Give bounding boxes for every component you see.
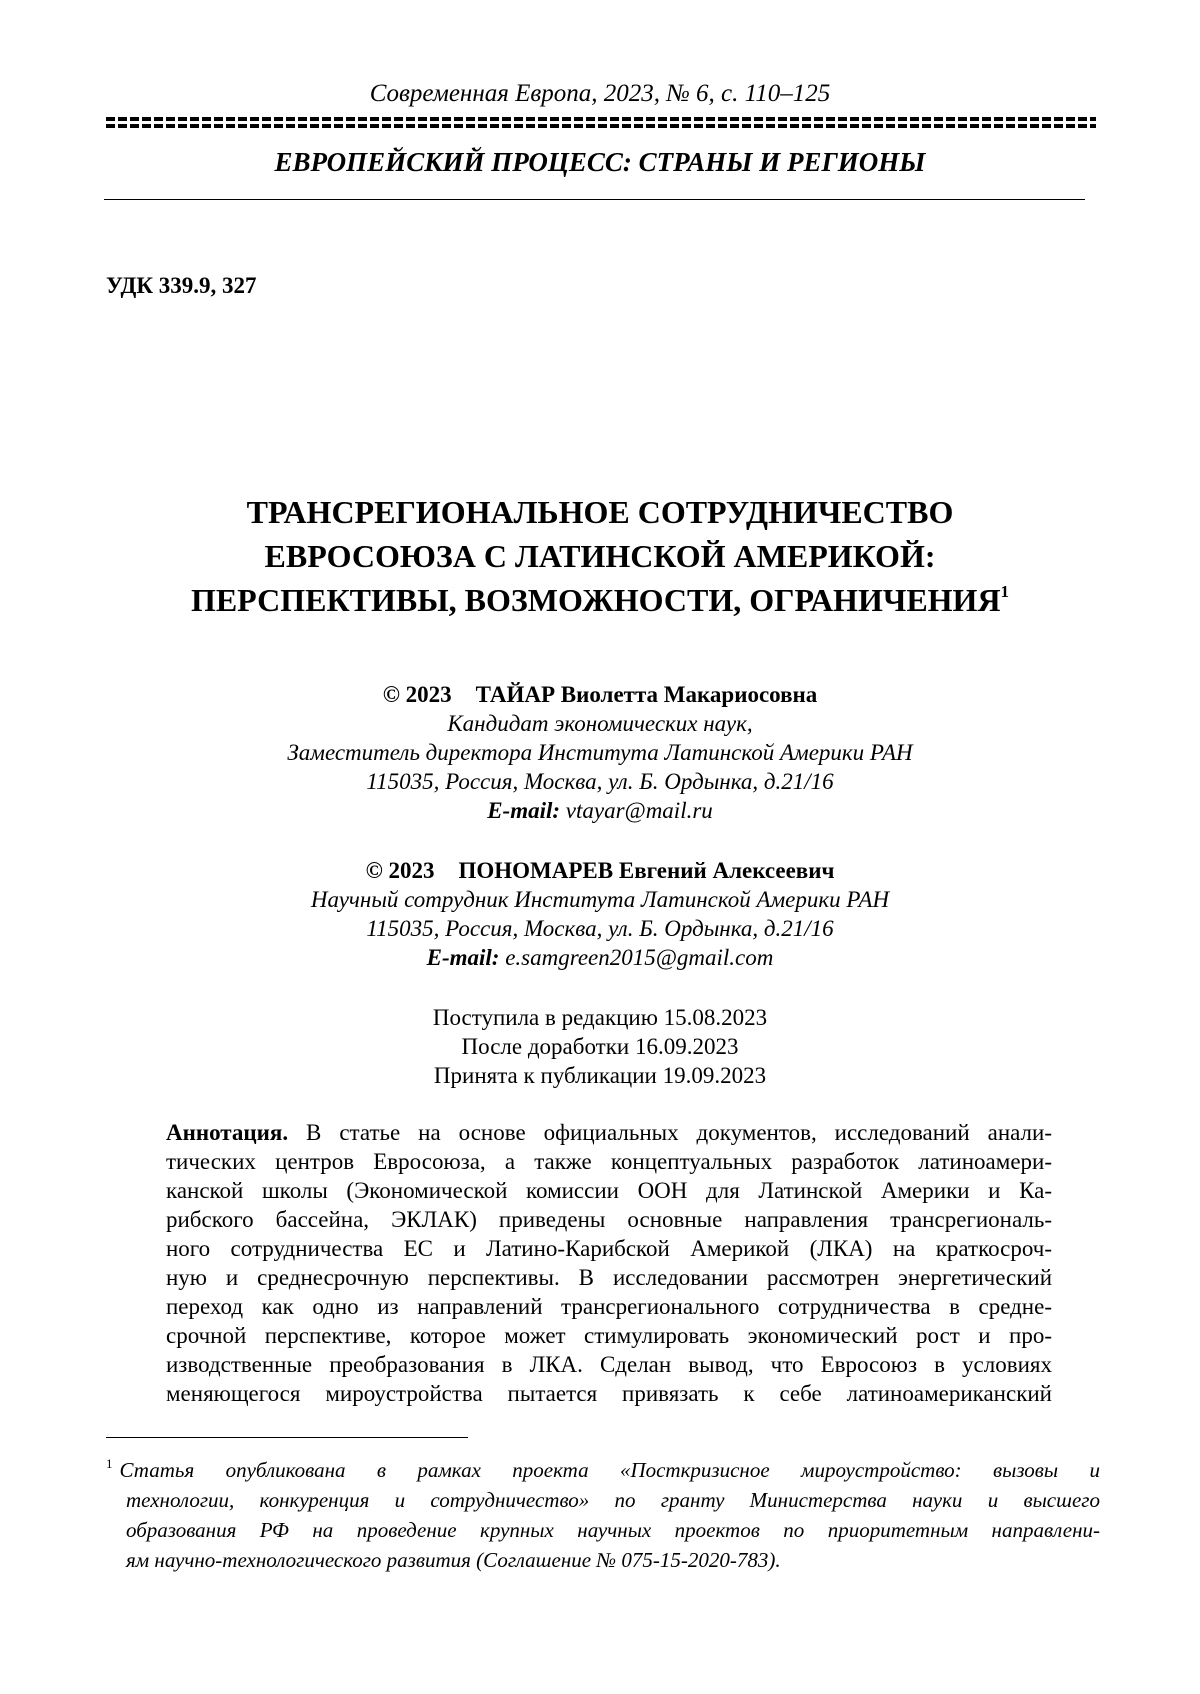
footnote-line xyxy=(106,1455,1100,1485)
udk-code: УДК 339.9, 327 xyxy=(106,273,257,298)
title-footnote-mark: 1 xyxy=(1000,582,1010,601)
footnote-line: ям научно-технологического развития (Соглашение № 075-15-2020-783). xyxy=(126,1548,781,1572)
footnote-line: образования РФ на проведение крупных научных проектов по приоритетным направлени- xyxy=(126,1518,1100,1542)
footnote xyxy=(106,1455,1100,1575)
date-revised: После доработки 16.09.2023 xyxy=(461,1034,739,1059)
section-title: ЕВРОПЕЙСКИЙ ПРОЦЕСС: СТРАНЫ И РЕГИОНЫ xyxy=(274,147,926,177)
author-1-position: Заместитель директора Института Латинской Америки РАН xyxy=(287,740,913,765)
author-2-name: ПОНОМАРЕВ Евгений Алексеевич xyxy=(458,858,835,883)
abstract-line xyxy=(166,1118,1052,1147)
author-1 xyxy=(0,680,1200,825)
abstract-line: изводственные преобразования в ЛКА. Сделан вывод, что Евросоюз в условиях xyxy=(166,1352,1052,1377)
date-accepted: Принята к публикации 19.09.2023 xyxy=(433,1063,767,1088)
author-2-copyright: © 2023 xyxy=(365,858,435,883)
footnote-line-text: Статья опубликована в рамках проекта «Посткризисное мироустройство: вызовы и xyxy=(119,1458,1100,1482)
author-1-address: 115035, Россия, Москва, ул. Б. Ордынка, д.21/16 xyxy=(366,769,834,794)
author-2-position: Научный сотрудник Института Латинской Америки РАН xyxy=(310,887,890,912)
author-1-degree: Кандидат экономических наук, xyxy=(447,711,753,736)
author-1-email-label: E-mail: xyxy=(487,798,561,823)
author-2 xyxy=(0,856,1200,972)
author-2-email-line xyxy=(0,943,1200,972)
header-double-rule xyxy=(106,117,1096,129)
author-1-copyright: © 2023 xyxy=(382,682,452,707)
author-1-name: ТАЙАР Виолетта Макариосовна xyxy=(475,682,818,707)
journal-citation: Современная Европа, 2023, № 6, с. 110–125 xyxy=(369,80,831,107)
footnote-separator xyxy=(106,1437,468,1438)
author-1-email-line xyxy=(0,796,1200,825)
author-2-email[interactable]: e.samgreen2015@gmail.com xyxy=(505,945,774,970)
abstract-line: рибского бассейна, ЭКЛАК) приведены основные направления трансрегиональ- xyxy=(166,1207,1052,1232)
footnote-line: технологии, конкуренция и сотрудничество» по гранту Министерства науки и высшего xyxy=(126,1488,1100,1512)
article-dates xyxy=(0,1003,1200,1090)
abstract-line: ного сотрудничества ЕС и Латино-Карибской Америкой (ЛКА) на краткосроч- xyxy=(166,1236,1052,1261)
article-title xyxy=(0,490,1200,622)
title-line-2: ЕВРОСОЮЗА С ЛАТИНСКОЙ АМЕРИКОЙ: xyxy=(264,538,936,574)
abstract-line: срочной перспективе, которое может стимулировать экономический рост и про- xyxy=(166,1323,1052,1348)
abstract-line: ную и среднесрочную перспективы. В исследовании рассмотрен энергетический xyxy=(166,1265,1052,1290)
abstract-label: Аннотация. xyxy=(166,1120,289,1145)
title-line-3-text: ПЕРСПЕКТИВЫ, ВОЗМОЖНОСТИ, ОГРАНИЧЕНИЯ xyxy=(190,582,1001,618)
header-rule xyxy=(104,199,1085,200)
abstract xyxy=(166,1118,1052,1408)
abstract-line-text: В статье на основе официальных документов, исследований анали- xyxy=(288,1120,1052,1145)
abstract-line: переход как одно из направлений трансрегионального сотрудничества в средне- xyxy=(166,1294,1052,1319)
author-1-email[interactable]: vtayar@mail.ru xyxy=(565,798,713,823)
author-1-heading xyxy=(0,680,1200,709)
title-line-3 xyxy=(0,578,1200,622)
date-received: Поступила в редакцию 15.08.2023 xyxy=(432,1005,768,1030)
abstract-line: тических центров Евросоюза, а также концептуальных разработок латиноамери- xyxy=(166,1149,1052,1174)
title-line-1: ТРАНСРЕГИОНАЛЬНОЕ СОТРУДНИЧЕСТВО xyxy=(246,494,954,530)
author-2-heading xyxy=(0,856,1200,885)
abstract-line: меняющегося мироустройства пытается привязать к себе латиноамериканский xyxy=(166,1381,1052,1406)
abstract-line: канской школы (Экономической комиссии ООН для Латинской Америки и Ка- xyxy=(166,1178,1052,1203)
author-2-email-label: E-mail: xyxy=(426,945,500,970)
footnote-mark: 1 xyxy=(106,1456,113,1471)
author-2-address: 115035, Россия, Москва, ул. Б. Ордынка, д.21/16 xyxy=(366,916,834,941)
